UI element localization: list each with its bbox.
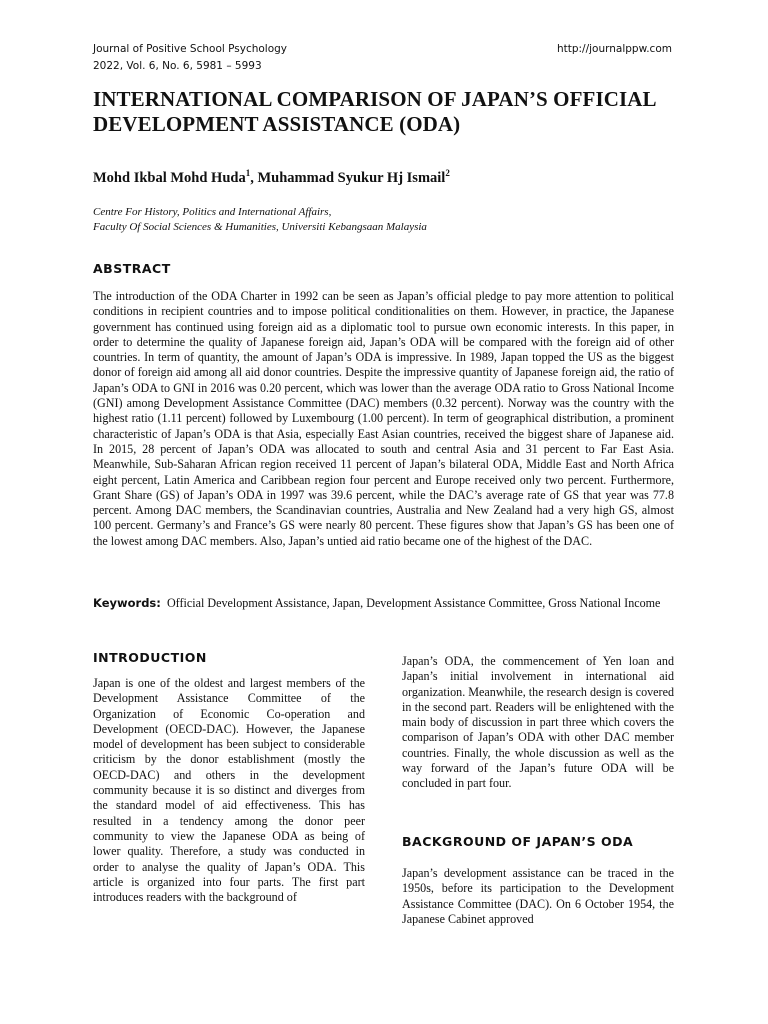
background-text: Japan’s development assistance can be traced in the 1950s, before its participation to the Development Assistance Committee (DAC). On 6 October 1954, the Japanese Cabinet approved	[402, 866, 674, 926]
affiliation-line: Centre For History, Politics and International Affairs,	[93, 206, 332, 218]
keywords	[93, 596, 674, 611]
paper-title: INTERNATIONAL COMPARISON OF JAPAN’S OFFICIAL DEVELOPMENT ASSISTANCE (ODA)	[93, 87, 656, 136]
author-separator: ,	[250, 169, 258, 186]
keywords-text: Official Development Assistance, Japan, Development Assistance Committee, Gross National Income	[166, 596, 661, 610]
background-heading: BACKGROUND OF JAPAN’S ODA	[402, 834, 634, 849]
introduction-continuation: Japan’s ODA, the commencement of Yen loan and Japan’s initial involvement in international aid organization. Meanwhile, the research design is covered in the second part. Readers will be enlightened with the main body of discussion in part three which covers the comparison of Japan’s ODA with other DAC member countries. Finally, the whole discussion as well as the way forward of the Japan’s future ODA will be concluded in part four.	[402, 654, 674, 791]
abstract-heading: ABSTRACT	[93, 261, 171, 276]
journal-issue: 2022, Vol. 6, No. 6, 5981 – 5993	[93, 60, 262, 72]
affiliation	[93, 205, 693, 235]
keywords-label: Keywords:	[93, 596, 161, 610]
abstract-text: The introduction of the ODA Charter in 1992 can be seen as Japan’s official pledge to pay more attention to political conditions in recipient countries and to impose political conditionalities on them. However, in practice, the Japanese government has continued using foreign aid as a diplomatic tool to pursue own economic interests. In this paper, in order to determine the quality of Japanese foreign aid, Japan’s ODA will be compared with the foreign aid of other countries. In term of quantity, the amount of Japan’s ODA is impressive. In 1989, Japan topped the US as the biggest donor of foreign aid among all aid donor countries. Despite the impressive quantity of Japanese foreign aid, the ratio of Japan’s ODA to GNI in 2016 was 0.20 percent, which was lower than the average ODA ratio to Gross National Income (GNI) among Development Assistance Committee (DAC) members (0.32 percent). Norway was the country with the highest ratio (1.11 percent) followed by Luxembourg (1.00 percent). In term of geographical distribution, a prominent characteristic of Japan’s ODA is that Asia, especially East Asian countries, received the biggest share of Japanese aid. In 2015, 28 percent of Japan’s ODA was allocated to south and central Asia and 31 percent to Far East Asia. Meanwhile, Sub-Saharan African region received 11 percent of Japan’s bilateral ODA, Middle East and North Africa eight percent, Latin America and Caribbean region four percent and Europe received only two percent. Furthermore, Grant Share (GS) of Japan’s ODA in 1997 was 39.6 percent, while the DAC’s average rate of GS that year was 77.8 percent. Among DAC members, the Scandinavian countries, Australia and New Zealand had a very high GS, almost 100 percent. Germany’s and France’s GS were nearly 80 percent. These figures show that Japan’s GS has been one of the lowest among DAC members. Also, Japan’s untied aid ratio became one of the highest of the DAC.	[93, 289, 674, 548]
author-name: Mohd Ikbal Mohd Huda	[93, 169, 246, 186]
author-affiliation-mark: 1	[245, 168, 251, 178]
author-list	[93, 168, 450, 187]
introduction-heading: INTRODUCTION	[93, 650, 207, 665]
journal-name: Journal of Positive School Psychology	[93, 43, 288, 55]
introduction-text: Japan is one of the oldest and largest members of the Development Assistance Committee of the Organization of Economic Co-operation and Development (OECD-DAC). However, the Japanese model of development has been subject to considerable criticism by the donor establishment (mostly the OECD-DAC) and others in the development community because it is so distinct and diverges from the standard model of aid effectiveness. This has resulted in a tendency among the donor peer community to view the Japanese ODA as being of lower quality. Therefore, a study was conducted in order to analyse the quality of Japan’s ODA. This article is organized into four parts. The first part introduces readers with the background of	[93, 676, 365, 905]
author-affiliation-mark: 2	[445, 168, 450, 178]
journal-header	[93, 41, 393, 75]
author-name: Muhammad Syukur Hj Ismail	[257, 169, 446, 186]
journal-url[interactable]: http://journalppw.com	[556, 43, 672, 55]
affiliation-line: Faculty Of Social Sciences & Humanities, Universiti Kebangsaan Malaysia	[93, 221, 427, 233]
